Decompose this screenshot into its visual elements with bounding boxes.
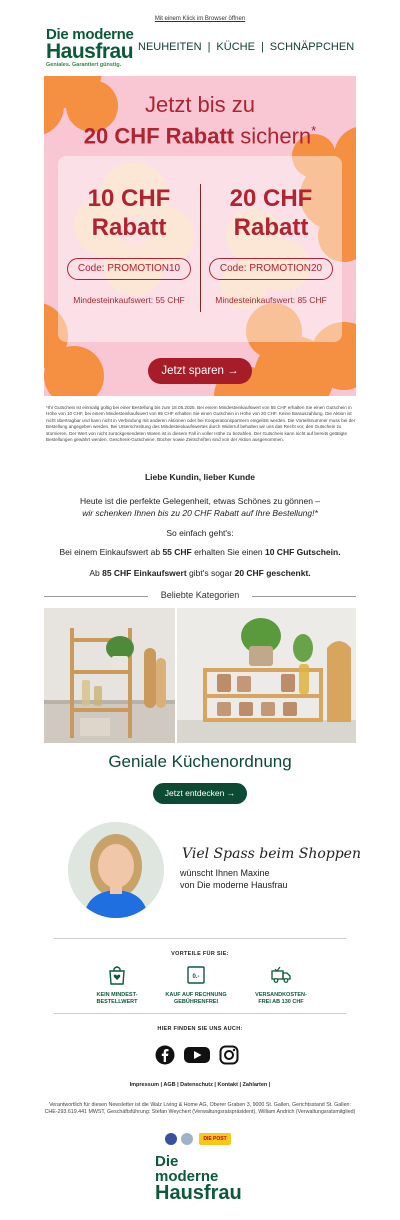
signoff-line1: wünscht Ihnen Maxine: [180, 868, 270, 878]
divider: [54, 938, 346, 939]
hero-title: [44, 92, 356, 149]
spice-rack-illustration: [177, 608, 356, 743]
benefit-label-line1: VERSANDKOSTEN-: [255, 992, 307, 998]
p3d: 10 CHF Gutschein.: [264, 547, 341, 557]
brand-logo[interactable]: [46, 28, 136, 69]
category-title: Geniale Küchenordnung: [108, 752, 292, 771]
hero-line2-rest: sichern: [234, 123, 312, 149]
logo-line1: Die moderne: [46, 26, 134, 43]
footer-logo[interactable]: [155, 1154, 245, 1203]
offer-20: [200, 184, 342, 305]
offer-minimum: Mindesteinkaufswert: 85 CHF: [215, 295, 327, 305]
signoff-script: Viel Spass beim Shoppen: [182, 846, 361, 862]
logo-tagline: Geniales. Garantiert günstig.: [46, 62, 122, 68]
nav-item-kueche[interactable]: KÜCHE: [216, 41, 255, 53]
benefits-heading: VORTEILE FÜR SIE:: [171, 951, 229, 957]
offer-word: Rabatt: [233, 214, 309, 241]
logo-line2: Hausfrau: [46, 40, 134, 63]
header: [46, 28, 356, 68]
nav-item-neuheiten[interactable]: NEUHEITEN: [138, 41, 202, 53]
p4c: gibt's sogar: [186, 568, 235, 578]
maxine-portrait: [68, 822, 164, 918]
benefit-free-shipping: [236, 964, 326, 1006]
footer-address: Verantwortlich für diesen Newsletter ist die Walz Living & Home AG, Oberer Graben 3, 9000 St. Gallen, Gerichtsstand St. Gallen: CHE-293.619.441 MWST, Geschäftsführung: Stefan Weychert (Verwaltungsratspräsident), William Andrich (Verwaltungsratsmitglied): [44, 1102, 356, 1115]
youtube-icon[interactable]: [184, 1045, 210, 1065]
offer-10: [58, 184, 200, 305]
body-italic: wir schenken Ihnen bis zu 20 CHF Rabatt auf Ihre Bestellung!*: [82, 508, 318, 518]
jetzt-entdecken-button[interactable]: [153, 783, 247, 804]
cta-label: Jetzt sparen: [161, 365, 224, 377]
p4d: 20 CHF geschenkt.: [234, 568, 311, 578]
p3b: 55 CHF: [162, 547, 192, 557]
benefit-label-line2: FREI AB 130 CHF: [258, 999, 304, 1005]
offer-amount: 10 CHF: [87, 185, 171, 212]
p3c: erhalten Sie einen: [191, 547, 265, 557]
footer-links[interactable]: Impressum | AGB | Datenschutz | Kontakt | Zahlarten |: [129, 1082, 271, 1088]
open-in-browser-link[interactable]: Mit einem Klick im Browser öffnen: [154, 16, 246, 22]
trust-badges: [165, 1133, 235, 1145]
delivery-truck-icon: [270, 964, 292, 986]
heading-rule: [252, 596, 356, 597]
offer-panel: [58, 156, 342, 342]
facebook-icon[interactable]: [155, 1045, 175, 1065]
avatar: [68, 822, 164, 918]
hero-line2-bold: 20 CHF Rabatt: [83, 123, 235, 149]
certification-seal-icon: [181, 1133, 193, 1145]
categories-heading-text: Beliebte Kategorien: [160, 590, 240, 600]
invoice-glyph: 0.-: [192, 974, 200, 980]
divider: [54, 1013, 346, 1014]
swiss-post-logo: DIE POST: [199, 1133, 231, 1145]
nav-item-schnaeppchen[interactable]: SCHNÄPPCHEN: [269, 41, 355, 53]
body-paragraph-4: [0, 568, 400, 578]
offer-minimum: Mindesteinkaufswert: 55 CHF: [73, 295, 185, 305]
jetzt-sparen-button[interactable]: [148, 358, 252, 384]
trust-seal-icon: [165, 1133, 177, 1145]
footer-logo-line2: Hausfrau: [155, 1182, 242, 1204]
nav-separator: |: [207, 41, 211, 53]
main-nav: [138, 41, 354, 53]
fine-print: *Ihr Gutschein ist einmalig gültig bei einer Bestellung bis zum 18.05.2025. Bei einem Mindesteinkaufswert von 55 CHF erhalten Sie einen Gutschein in Höhe von 10 CHF, bei einem Mindesteinkaufswert von 85 CHF erhalten Sie einen Gutschein in Höhe von 20 CHF. Keine Barauszahlung. Die Aktion ist nicht übertragbar und kann nicht in Verbindung mit anderen Aktionen oder bei Kooperationspartnern eingelöst werden. Die Vorteilsnummer muss bei der Bestellung angegeben werden. Bei Unterschreitung des Mindesteinkaufswertes durch Widerruf behalten wir uns das Recht vor, den Gutschein zu stornieren. Der Wert von nicht zurückgesendeten Waren ist in diesem Fall in voller Höhe zu bezahlen. Der Gutschein kann nicht auf bereits getätigte Bestellungen gewährt werden. Geschenk-Gutscheine, Bücher sowie Zeitschriften sind von der Aktion ausgenommen.: [46, 405, 356, 443]
arrow-right-icon: →: [226, 788, 236, 798]
promo-code-badge: Code: PROMOTION20: [209, 258, 333, 280]
hero-asterisk: *: [311, 123, 317, 138]
instagram-icon[interactable]: [219, 1045, 239, 1065]
body-paragraph-1-italic: [0, 508, 400, 518]
body-paragraph-2: So einfach geht's:: [166, 528, 234, 538]
kitchen-shelf-illustration: [44, 608, 175, 743]
offer-amount: 20 CHF: [229, 185, 313, 212]
benefit-label-line2: BESTELLWERT: [96, 999, 138, 1005]
social-heading: HIER FINDEN SIE UNS AUCH:: [157, 1026, 243, 1032]
categories-heading: [44, 590, 356, 602]
arrow-right-icon: →: [227, 365, 239, 377]
hero-line1: Jetzt bis zu: [144, 92, 256, 117]
p3a: Bei einem Einkaufswert ab: [59, 547, 163, 557]
hero-banner[interactable]: [44, 76, 356, 396]
cta-label: Jetzt entdecken: [164, 788, 225, 798]
benefit-label-line1: KAUF AUF RECHNUNG: [165, 992, 227, 998]
p4a: Ab: [89, 568, 103, 578]
kitchen-shelf-image-right[interactable]: [177, 608, 356, 743]
hero-line2: [44, 118, 356, 149]
promo-code-badge: Code: PROMOTION10: [67, 258, 191, 280]
footer-logo-line1: Die moderne: [155, 1153, 219, 1185]
nav-separator: |: [260, 41, 264, 53]
benefit-label-line2: GEBÜHRENFREI: [173, 999, 218, 1005]
offer-word: Rabatt: [91, 214, 167, 241]
p4b: 85 CHF Einkaufswert: [102, 568, 187, 578]
shopping-bag-heart-icon: [106, 964, 128, 986]
kitchen-shelf-image-left[interactable]: [44, 608, 175, 743]
benefit-label-line1: KEIN MINDEST-: [96, 992, 138, 998]
benefit-no-minimum: [72, 964, 162, 1006]
body-paragraph-3: [0, 547, 400, 557]
body-paragraph-1: Heute ist die perfekte Gelegenheit, etwas Schönes zu gönnen –: [79, 496, 321, 506]
signoff-line2: von Die moderne Hausfrau: [180, 880, 288, 890]
greeting: Liebe Kundin, lieber Kunde: [144, 472, 256, 482]
benefit-invoice: [151, 964, 241, 1006]
invoice-icon: [185, 964, 207, 986]
